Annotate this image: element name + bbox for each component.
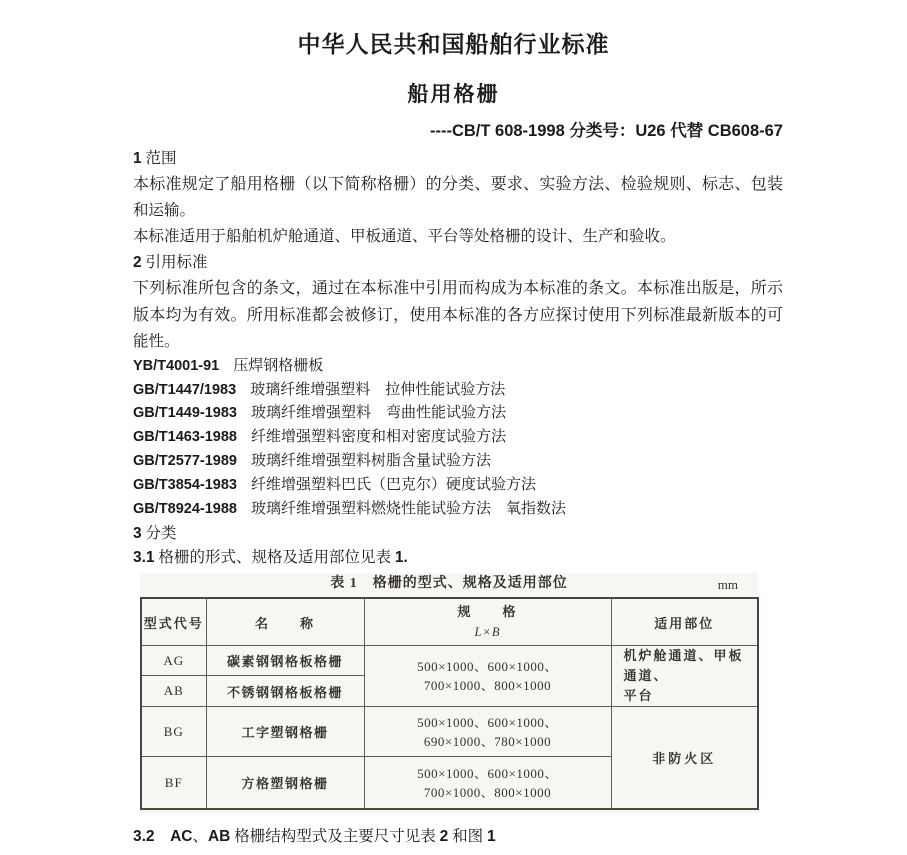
reference-code: GB/T2577-1989	[133, 452, 237, 469]
reference-title: 纤维增强塑料巴氏（巴克尔）硬度试验方法	[250, 476, 536, 493]
header-cell-name: 名 称	[206, 598, 364, 646]
reference-item	[133, 450, 783, 474]
table1-caption-row	[140, 573, 758, 595]
reference-code: GB/T1463-1988	[133, 429, 237, 446]
paragraph-line: 本标准适用于船舶机炉舱通道、甲板通道、平台等处格栅的设计、生产和验收。	[133, 228, 676, 246]
reference-code: YB/T4001-91	[133, 357, 220, 374]
cell-spec-ag-ab	[364, 646, 611, 707]
spec-line: 700×1000、800×1000	[423, 678, 552, 694]
doc-title: 中华人民共和国船舶行业标准	[297, 31, 610, 57]
cell-spec-bg	[364, 707, 611, 757]
reference-item	[133, 474, 783, 498]
clause-3-1: 3.1 格栅的形式、规格及适用部位见表 1.	[133, 549, 408, 567]
reference-item	[133, 426, 783, 450]
table1-unit-label: mm	[717, 577, 738, 593]
table1-caption: 表 1 格栅的型式、规格及适用部位	[330, 576, 568, 592]
cell-name-ag: 碳素钢钢格板格栅	[206, 646, 364, 676]
cell-name-bg: 工字塑钢格栅	[206, 707, 364, 757]
table1-header-row	[141, 598, 758, 646]
cell-usage-bg-bf: 非防火区	[611, 707, 758, 810]
table-row-ag	[141, 646, 758, 676]
spec-line: 500×1000、600×1000、	[417, 659, 558, 675]
spec-line: 500×1000、600×1000、	[417, 765, 558, 781]
reference-item	[133, 379, 783, 403]
spec-line: 700×1000、800×1000	[423, 784, 552, 800]
paragraph-line: 能性。	[133, 332, 180, 350]
table1-scan-region	[140, 573, 758, 813]
cell-code-bf: BF	[141, 757, 206, 810]
paragraph-line: 本标准规定了船用格栅（以下简称格栅）的分类、要求、实验方法、检验规则、标志、包装	[133, 176, 783, 194]
spec-line: 500×1000、600×1000、	[417, 714, 558, 730]
usage-line: 机炉舱通道、甲板通道、	[623, 648, 744, 684]
clause-3-2: 3.2 AC、AB 格栅结构型式及主要尺寸见表 2 和图 1	[133, 828, 496, 846]
spec-line: 690×1000、780×1000	[423, 733, 552, 749]
header-spec-label: 规 格	[457, 604, 518, 620]
section-1-heading: 1 范围	[133, 150, 177, 167]
header-cell-type-code: 型式代号	[141, 598, 206, 646]
reference-item	[133, 498, 783, 522]
cell-code-ag: AG	[141, 646, 206, 676]
cell-usage-ag-ab	[611, 646, 758, 707]
table1	[140, 597, 759, 810]
reference-code: GB/T3854-1983	[133, 476, 237, 493]
reference-title: 玻璃纤维增强塑料燃烧性能试验方法 氧指数法	[250, 500, 566, 517]
paragraph-line: 版本均为有效。所用标准都会被修订，使用本标准的各方应探讨使用下列标准最新版本的可	[133, 306, 783, 324]
paragraph-line: 下列标准所包含的条文，通过在本标准中引用而构成为本标准的条文。本标准出版是，所示	[133, 280, 783, 298]
reference-title: 玻璃纤维增强塑料 弯曲性能试验方法	[250, 405, 506, 422]
header-spec-lxb: L×B	[474, 625, 501, 640]
reference-title: 玻璃纤维增强塑料树脂含量试验方法	[250, 452, 491, 469]
reference-code: GB/T1447/1983	[133, 381, 237, 398]
section-2-heading: 2 引用标准	[133, 254, 208, 272]
document-body	[133, 146, 783, 849]
section-3-heading: 3 分类	[133, 525, 177, 543]
standard-designation: ----CB/T 608-1998 分类号：U26 代替 CB608-67	[429, 122, 783, 140]
reference-code: GB/T1449-1983	[133, 405, 237, 422]
paragraph-line: 和运输。	[133, 202, 196, 220]
doc-subtitle: 船用格栅	[407, 83, 500, 106]
header-cell-usage: 适用部位	[611, 598, 758, 646]
usage-line: 平台	[623, 688, 654, 704]
reference-item	[133, 402, 783, 426]
cell-spec-bf	[364, 757, 611, 810]
reference-title: 玻璃纤维增强塑料 拉伸性能试验方法	[250, 381, 506, 398]
reference-title: 压焊钢格栅板	[233, 357, 324, 374]
reference-code: GB/T8924-1988	[133, 500, 237, 517]
reference-title: 纤维增强塑料密度和相对密度试验方法	[250, 429, 506, 446]
cell-code-ab: AB	[141, 676, 206, 707]
reference-item	[133, 355, 783, 379]
cell-name-bf: 方格塑钢格栅	[206, 757, 364, 810]
header-cell-spec	[364, 598, 611, 646]
table-row-bg	[141, 707, 758, 757]
cell-name-ab: 不锈钢钢格板格栅	[206, 676, 364, 707]
cell-code-bg: BG	[141, 707, 206, 757]
